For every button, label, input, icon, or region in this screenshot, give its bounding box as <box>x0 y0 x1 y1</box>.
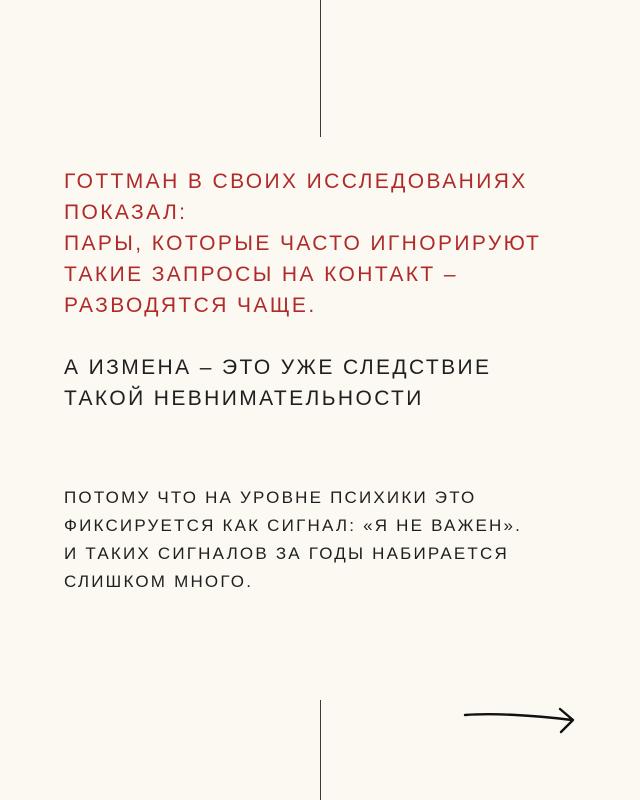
explanation-text <box>64 484 522 596</box>
top-divider-line <box>320 0 321 137</box>
statement-line-2: ТАКОЙ НЕВНИМАТЕЛЬНОСТИ <box>64 387 424 410</box>
explanation-line-2: ФИКСИРУЕТСЯ КАК СИГНАЛ: «Я НЕ ВАЖЕН». <box>64 516 523 535</box>
intro-line-2: ПОКАЗАЛ: <box>64 201 188 224</box>
bottom-divider-line <box>320 700 321 800</box>
explanation-line-3: И ТАКИХ СИГНАЛОВ ЗА ГОДЫ НАБИРАЕТСЯ <box>64 544 509 563</box>
statement-text <box>64 352 491 414</box>
explanation-line-4: СЛИШКОМ МНОГО. <box>64 572 254 591</box>
arrow-right-icon[interactable] <box>462 702 580 742</box>
intro-line-4: ТАКИЕ ЗАПРОСЫ НА КОНТАКТ – <box>64 263 458 286</box>
intro-text <box>64 166 541 321</box>
explanation-line-1: ПОТОМУ ЧТО НА УРОВНЕ ПСИХИКИ ЭТО <box>64 488 477 507</box>
intro-line-5: РАЗВОДЯТСЯ ЧАЩЕ. <box>64 294 317 317</box>
statement-line-1: А ИЗМЕНА – ЭТО УЖЕ СЛЕДСТВИЕ <box>64 356 492 379</box>
intro-line-1: ГОТТМАН В СВОИХ ИССЛЕДОВАНИЯХ <box>64 170 528 193</box>
intro-line-3: ПАРЫ, КОТОРЫЕ ЧАСТО ИГНОРИРУЮТ <box>64 232 542 255</box>
